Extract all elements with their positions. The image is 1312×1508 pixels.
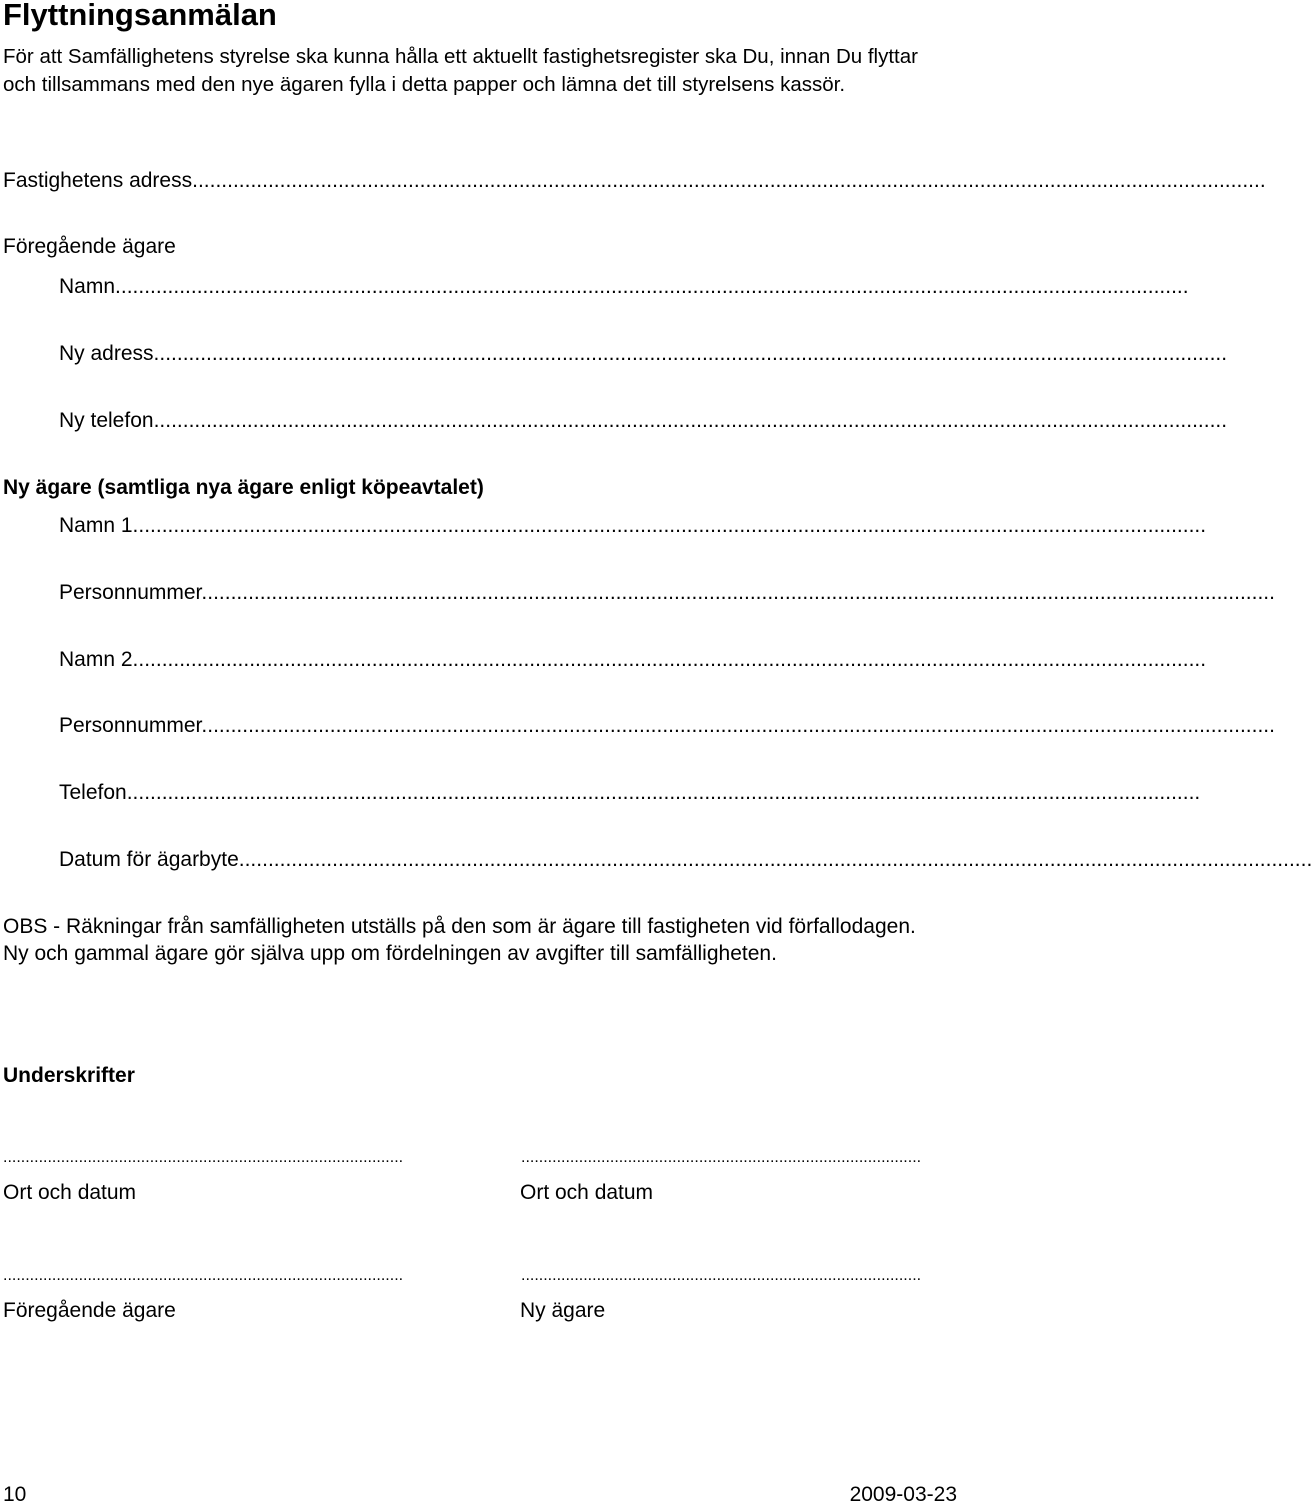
fill-in-dots: ........................................................................................................................................................................................ (201, 714, 1275, 737)
fill-in-dots: ........................................................................................................................................................................................ (153, 409, 1228, 432)
new-address-label: Ny adress (59, 342, 154, 365)
new-owner-name2-field[interactable] (59, 647, 1207, 673)
fill-in-dots: ........................................................................................................................................................................................ (132, 648, 1207, 671)
new-owner-personnummer2-field[interactable] (59, 713, 1275, 739)
fill-in-dots: ........................................................................................................................................................................................ (201, 581, 1275, 604)
signature-line-previous-owner[interactable]: .......................................................................................... (3, 1267, 404, 1284)
date-of-change-label: Datum för ägarbyte (59, 848, 239, 871)
previous-owner-name-field[interactable] (59, 274, 1189, 300)
property-address-field[interactable] (3, 168, 1266, 194)
obs-note: OBS - Räkningar från samfälligheten utställs på den som är ägare till fastigheten vid förfallodagen. Ny och gammal ägare gör själva upp om fördelningen av avgifter till samfälligheten. (3, 915, 916, 965)
name1-label: Namn 1 (59, 514, 133, 537)
personnummer1-label: Personnummer (59, 581, 202, 604)
new-phone-label: Ny telefon (59, 409, 154, 432)
previous-owner-new-address-field[interactable] (59, 341, 1228, 367)
page-number: 10 (3, 1483, 27, 1506)
signature-line-place-date-right[interactable]: .......................................................................................... (521, 1149, 922, 1166)
date-of-ownership-change-field[interactable] (59, 847, 1312, 873)
new-owner-heading: Ny ägare (samtliga nya ägare enligt köpeavtalet) (3, 476, 484, 499)
new-owner-phone-field[interactable] (59, 780, 1201, 806)
personnummer2-label: Personnummer (59, 714, 202, 737)
fill-in-dots: ........................................................................................................................................................................................ (126, 781, 1201, 804)
signatures-heading: Underskrifter (3, 1064, 135, 1087)
new-owner-name1-field[interactable] (59, 513, 1207, 539)
place-date-right-label: Ort och datum (520, 1181, 654, 1204)
fill-in-dots: ........................................................................................................................................................................................ (238, 848, 1312, 871)
intro-paragraph: För att Samfällighetens styrelse ska kunna hålla ett aktuellt fastighetsregister ska Du, innan Du flyttar och tillsammans med den nye ägaren fylla i detta papper och lämna det till styrelsens kassör. (3, 45, 918, 96)
fill-in-dots: ........................................................................................................................................................................................ (153, 342, 1228, 365)
previous-owner-name-label: Namn (59, 275, 116, 298)
previous-owner-heading: Föregående ägare (3, 235, 176, 258)
fill-in-dots: ........................................................................................................................................................................................ (192, 169, 1266, 192)
fill-in-dots: ........................................................................................................................................................................................ (132, 514, 1207, 537)
phone-label: Telefon (59, 781, 127, 804)
property-address-label: Fastighetens adress (3, 169, 193, 192)
new-owner-signature-label: Ny ägare (520, 1299, 606, 1322)
previous-owner-new-phone-field[interactable] (59, 408, 1228, 434)
name2-label: Namn 2 (59, 648, 133, 671)
fill-in-dots: ........................................................................................................................................................................................ (115, 275, 1189, 298)
previous-owner-signature-label: Föregående ägare (3, 1299, 176, 1322)
document-title: Flyttningsanmälan (3, 0, 277, 32)
place-date-left-label: Ort och datum (3, 1181, 137, 1204)
signature-line-new-owner[interactable]: .......................................................................................... (521, 1267, 922, 1284)
signature-line-place-date-left[interactable]: .......................................................................................... (3, 1149, 404, 1166)
new-owner-personnummer1-field[interactable] (59, 580, 1275, 606)
footer-date: 2009-03-23 (849, 1483, 957, 1506)
